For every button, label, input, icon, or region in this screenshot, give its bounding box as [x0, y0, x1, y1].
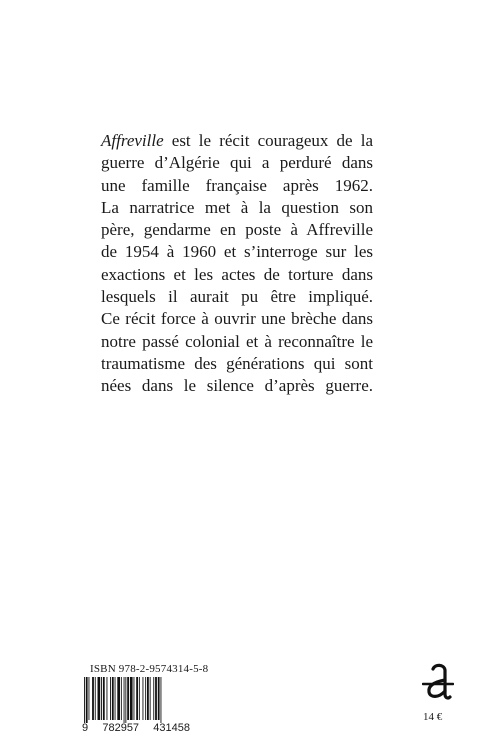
blurb-line: exactions et les actes de torture dans — [101, 264, 373, 284]
back-cover-blurb — [101, 130, 373, 398]
stylized-letter-a-icon — [422, 660, 454, 708]
blurb-line: une famille française après 1962. — [101, 175, 373, 195]
blurb-line: Ce récit force à ouvrir une brèche dans — [101, 309, 373, 329]
barcode-digit-group-left: 782957 — [102, 722, 140, 734]
price-label: 14 € — [423, 711, 443, 723]
blurb-line: guerre d’Algérie qui a perduré dans — [101, 153, 373, 173]
blurb-line: lesquels il aurait pu être impliqué. — [101, 287, 373, 307]
book-title-italic: Affreville — [101, 131, 164, 150]
blurb-line: nées dans le silence d’après guerre. — [101, 376, 373, 396]
blurb-line: notre passé colonial et à reconnaître le — [101, 331, 373, 351]
barcode-digit-group-right: 431458 — [153, 722, 190, 734]
blurb-line: de 1954 à 1960 et s’interroge sur les — [101, 242, 373, 262]
blurb-line: La narratrice met à la question son — [101, 197, 373, 217]
blurb-line: traumatisme des générations qui sont — [101, 353, 373, 373]
blurb-line: père, gendarme en poste à Affreville — [101, 220, 373, 240]
barcode-icon — [83, 677, 187, 723]
barcode-digit-lead: 9 — [82, 722, 89, 734]
barcode-digits — [82, 722, 190, 734]
isbn-label: ISBN 978-2-9574314-5-8 — [90, 663, 209, 675]
blurb-line: Affreville est le récit courageux de la — [101, 131, 373, 150]
